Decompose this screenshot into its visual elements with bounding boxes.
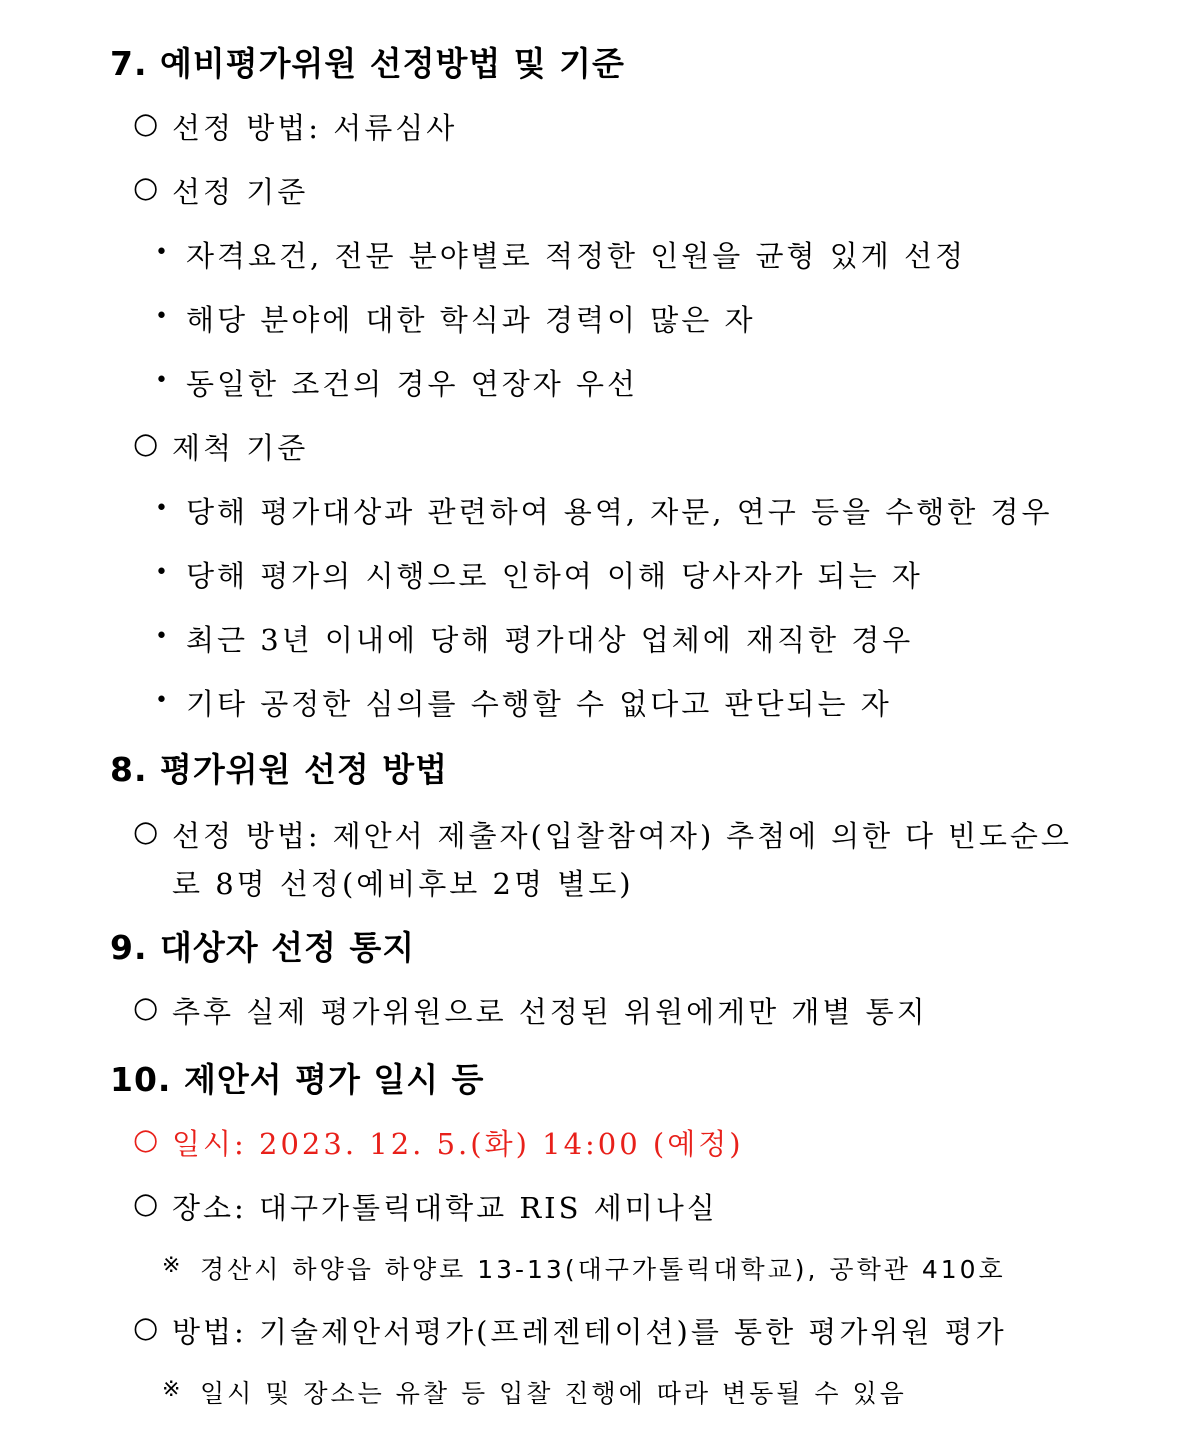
word: 제출자(입찰참여자) (437, 819, 715, 853)
circle-marker: ○ (133, 990, 162, 1024)
circle-marker: ○ (133, 170, 162, 204)
word: 다 (904, 819, 936, 853)
section-8-title: 8. 평가위원 선정 방법 (110, 750, 448, 789)
circle-marker: ○ (133, 1310, 162, 1344)
notification-text: 추후 실제 평가위원으로 선정된 위원에게만 개별 통지 (172, 995, 928, 1029)
reference-mark: ※ (162, 1253, 181, 1278)
bullet-marker: • (155, 304, 171, 329)
exclusion-item: 당해 평가대상과 관련하여 용역, 자문, 연구 등을 수행한 경우 (186, 495, 1053, 529)
word: 선정 (172, 819, 235, 853)
circle-marker: ○ (133, 1186, 162, 1220)
criteria-item: 자격요건, 전문 분야별로 적정한 인원을 균형 있게 선정 (186, 239, 967, 273)
section-7-title: 7. 예비평가위원 선정방법 및 기준 (110, 44, 625, 83)
selection-method-line-1 (172, 814, 1072, 855)
word: 의한 (831, 819, 894, 853)
selection-method-line-2: 로 8명 선정(예비후보 2명 별도) (172, 867, 634, 901)
change-notice: 일시 및 장소는 유찰 등 입찰 진행에 따라 변동될 수 있음 (200, 1379, 907, 1408)
evaluation-method: 방법: 기술제안서평가(프레젠테이션)를 통한 평가위원 평가 (172, 1315, 1007, 1349)
word: 제안서 (332, 819, 426, 853)
word: 방법: (245, 819, 321, 853)
criteria-item: 해당 분야에 대한 학식과 경력이 많은 자 (186, 303, 756, 337)
bullet-marker: • (155, 240, 171, 265)
bullet-marker: • (155, 496, 171, 521)
evaluation-date: 일시: 2023. 12. 5.(화) 14:00 (예정) (172, 1127, 744, 1161)
circle-marker: ○ (133, 426, 162, 460)
selection-method: 선정 방법: 서류심사 (172, 111, 458, 145)
section-9-title: 9. 대상자 선정 통지 (110, 928, 416, 967)
bullet-marker: • (155, 624, 171, 649)
reference-mark: ※ (162, 1377, 181, 1402)
exclusion-item: 최근 3년 이내에 당해 평가대상 업체에 재직한 경우 (186, 623, 914, 657)
evaluation-place: 장소: 대구가톨릭대학교 RIS 세미나실 (172, 1191, 718, 1225)
word: 빈도순으 (947, 819, 1072, 853)
bullet-marker: • (155, 368, 171, 393)
exclusion-criteria-label: 제척 기준 (172, 431, 309, 465)
bullet-marker: • (155, 560, 171, 585)
evaluation-address: 경산시 하양읍 하양로 13-13(대구가톨릭대학교), 공학관 410호 (200, 1255, 1006, 1284)
section-10-title: 10. 제안서 평가 일시 등 (110, 1060, 485, 1099)
circle-marker: ○ (133, 1122, 162, 1156)
selection-criteria-label: 선정 기준 (172, 175, 309, 209)
exclusion-item: 당해 평가의 시행으로 인하여 이해 당사자가 되는 자 (186, 559, 923, 593)
criteria-item: 동일한 조건의 경우 연장자 우선 (186, 367, 639, 401)
exclusion-item: 기타 공정한 심의를 수행할 수 없다고 판단되는 자 (186, 687, 892, 721)
bullet-marker: • (155, 688, 171, 713)
circle-marker: ○ (133, 814, 162, 848)
circle-marker: ○ (133, 106, 162, 140)
word: 추첨에 (726, 819, 820, 853)
